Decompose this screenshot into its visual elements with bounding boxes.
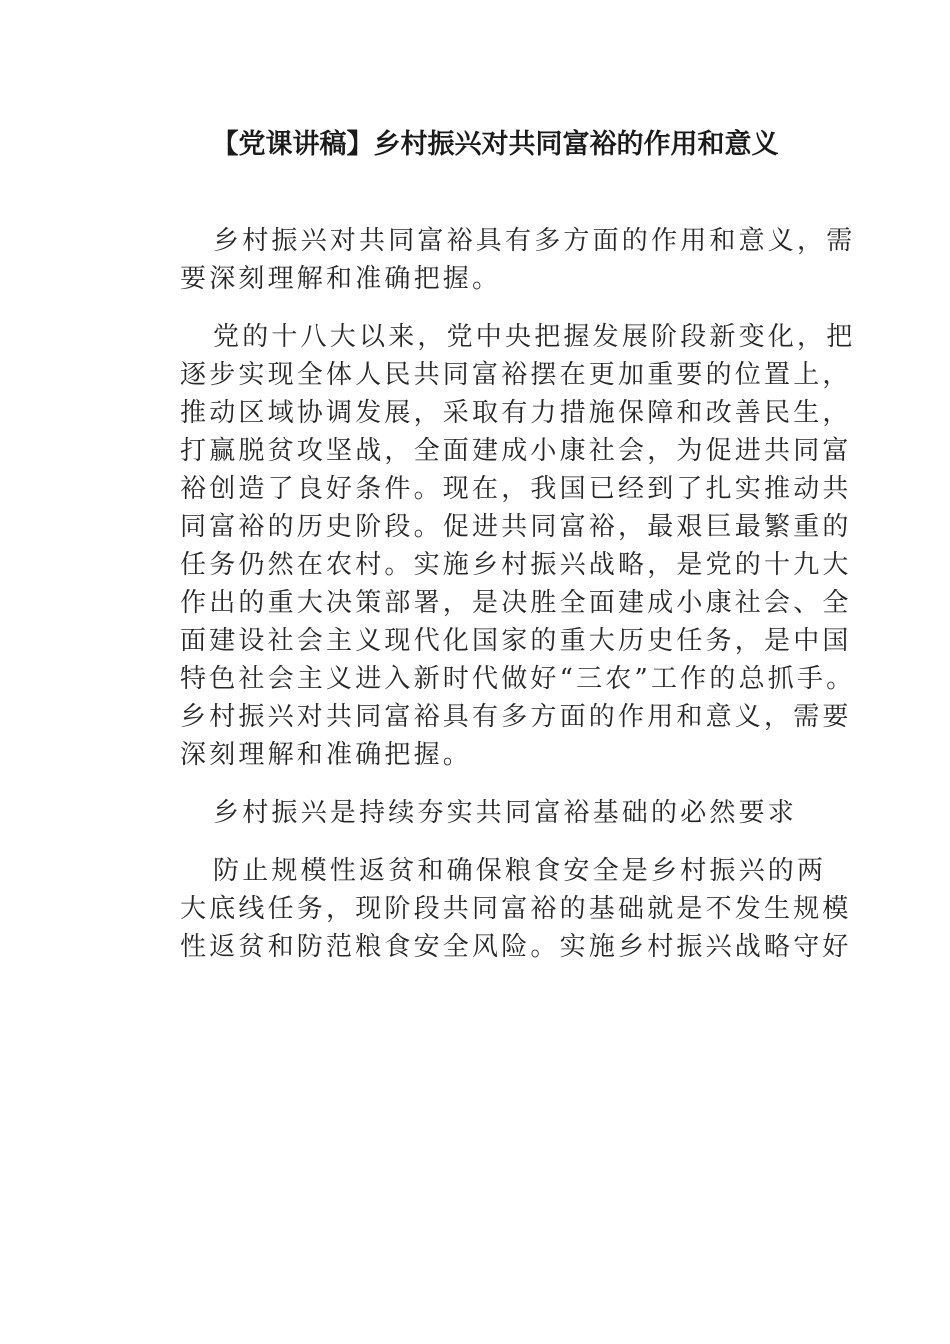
text-line: 乡村振兴是持续夯实共同富裕基础的必然要求 [213,798,798,828]
text-line: 同富裕的历史阶段。促进共同富裕，最艰巨最繁重的 [180,512,852,542]
text-line: 作出的重大决策部署，是决胜全面建成小康社会、全 [180,588,852,618]
document-title: 【党课讲稿】乡村振兴对共同富裕的作用和意义 [211,129,779,160]
text-line: 大底线任务，现阶段共同富裕的基础就是不发生规模 [180,894,852,924]
text-line: 性返贫和防范粮食安全风险。实施乡村振兴战略守好 [180,932,852,962]
text-line: 打赢脱贫攻坚战，全面建成小康社会，为促进共同富 [180,436,852,466]
text-line: 逐步实现全体人民共同富裕摆在更加重要的位置上， [180,360,852,390]
paragraph-bottom-line [147,852,852,966]
text-line: 任务仍然在农村。实施乡村振兴战略，是党的十九大 [180,550,852,580]
text-line: 面建设社会主义现代化国家的重大历史任务，是中国 [180,626,852,656]
text-line: 党的十八大以来，党中央把握发展阶段新变化，把 [213,322,856,352]
text-line: 乡村振兴对共同富裕具有多方面的作用和意义，需要 [180,702,852,732]
paragraph-intro [147,222,856,298]
text-line: 裕创造了良好条件。现在，我国已经到了扎实推动共 [180,474,852,504]
text-line: 推动区域协调发展，采取有力措施保障和改善民生， [180,398,852,428]
text-line: 防止规模性返贫和确保粮食安全是乡村振兴的两 [213,856,827,886]
text-line: 乡村振兴对共同富裕具有多方面的作用和意义，需 [213,226,856,256]
section-heading [147,794,812,832]
document-body [147,222,856,966]
paragraph-background [147,318,856,774]
text-line: 要深刻理解和准确把握。 [180,264,502,294]
text-line: 深刻理解和准确把握。 [180,740,473,770]
text-line: 特色社会主义进入新时代做好“三农”工作的总抓手。 [180,664,856,694]
